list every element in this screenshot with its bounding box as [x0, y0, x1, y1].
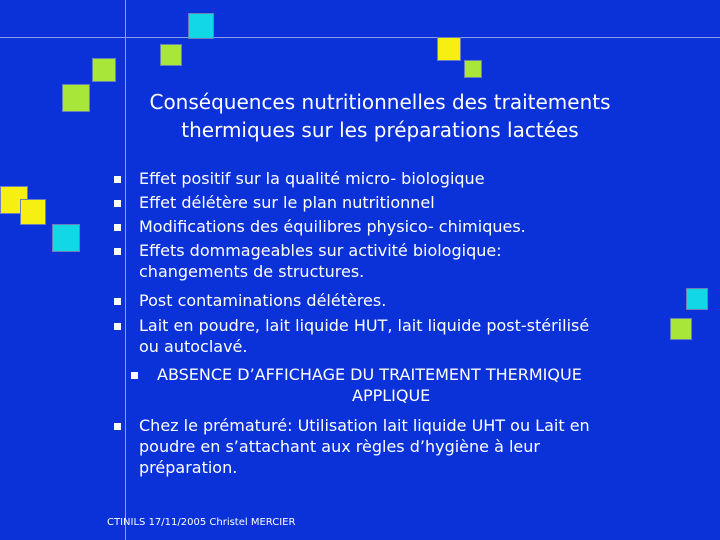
bullet-marker — [114, 323, 121, 330]
decor-square-cyan — [686, 288, 708, 310]
bullet-marker — [114, 176, 121, 183]
bullet-text: Effets dommageables sur activité biologique: — [139, 241, 502, 260]
bullet-marker — [114, 224, 121, 231]
bullet-marker — [114, 423, 121, 430]
bullet-text: Post contaminations délétères. — [139, 291, 387, 310]
bullet-text: Lait en poudre, lait liquide HUT, lait liquide post-stérilisé — [139, 316, 590, 335]
title-line: thermiques sur les préparations lactées — [181, 118, 579, 142]
bullet-marker — [114, 248, 121, 255]
bullet-marker — [114, 200, 121, 207]
slide-footer: CTINILS 17/11/2005 Christel MERCIER — [107, 517, 296, 528]
bullet-text: changements de structures. — [139, 262, 365, 281]
decor-square-green — [160, 44, 182, 66]
horizontal-rule — [0, 37, 720, 38]
decor-square-cyan — [188, 13, 214, 39]
title-line: Conséquences nutritionnelles des traitements — [149, 90, 611, 114]
decor-square-yellow — [437, 37, 461, 61]
decor-square-green — [92, 58, 116, 82]
sub-bullet-text: APPLIQUE — [352, 386, 431, 405]
bullet-text: préparation. — [139, 458, 238, 477]
bullet-text: Modifications des équilibres physico- chimiques. — [139, 217, 526, 236]
bullet-text: Effet délétère sur le plan nutritionnel — [139, 193, 435, 212]
bullet-text: ou autoclavé. — [139, 337, 248, 356]
decor-square-green — [670, 318, 692, 340]
bullet-marker — [114, 298, 121, 305]
decor-square-green — [62, 84, 90, 112]
decor-square-yellow — [20, 199, 46, 225]
slide-title — [120, 88, 640, 144]
decor-square-green — [464, 60, 482, 78]
bullet-text: Chez le prématuré: Utilisation lait liquide UHT ou Lait en — [139, 416, 590, 435]
vertical-rule — [125, 0, 126, 540]
bullet-text: Effet positif sur la qualité micro- biologique — [139, 169, 485, 188]
decor-square-cyan — [52, 224, 80, 252]
sub-bullet-marker — [131, 372, 138, 379]
bullet-text: poudre en s’attachant aux règles d’hygiène à leur — [139, 437, 540, 456]
sub-bullet-text: ABSENCE D’AFFICHAGE DU TRAITEMENT THERMIQUE — [157, 365, 582, 384]
